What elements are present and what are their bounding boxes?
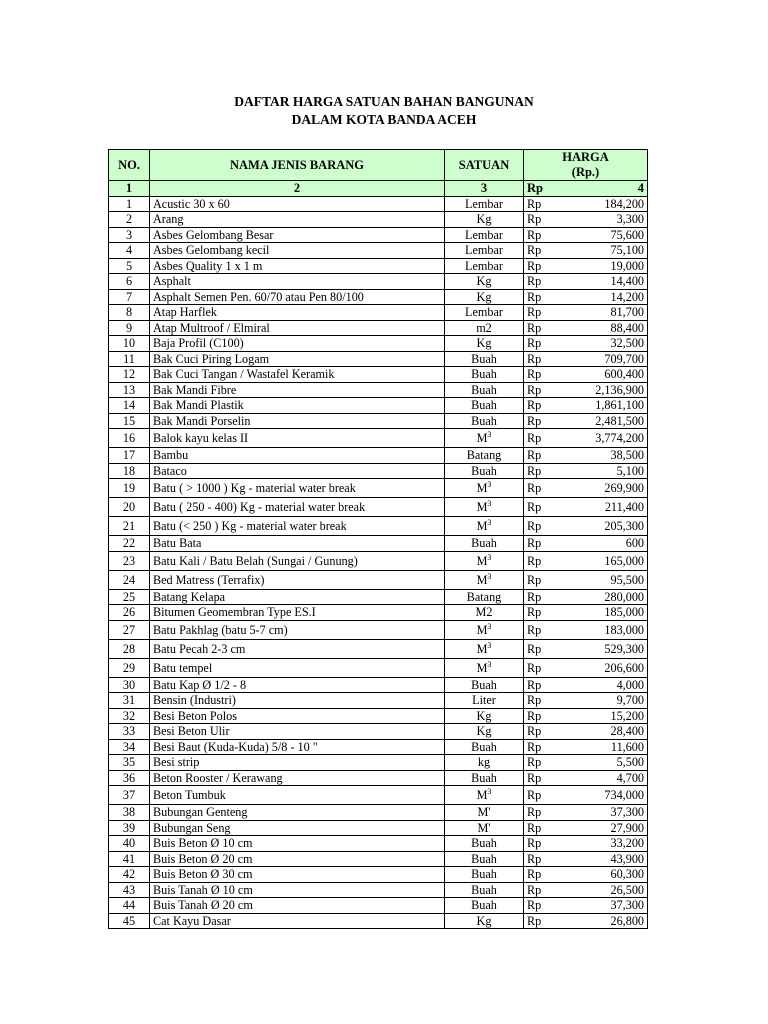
currency-label: Rp [524,320,554,336]
item-unit: Lembar [445,227,524,243]
item-unit: $M^3$ [445,479,524,498]
header-harga-line2: (Rp.) [571,165,600,179]
table-row [109,898,648,914]
table-row [109,258,648,274]
item-name: Bataco [150,463,445,479]
item-name: Buis Beton Ø 20 cm [150,851,445,867]
currency-label: Rp [524,693,554,709]
unit-exponent: 3 [487,517,492,527]
item-price: 2,136,900 [554,382,648,398]
table-row [109,677,648,693]
row-number: 24 [109,570,150,589]
item-price: 28,400 [554,724,648,740]
item-name: Asbes Gelombang Besar [150,227,445,243]
item-name: Besi Beton Polos [150,708,445,724]
header-harga [524,150,648,181]
table-row [109,708,648,724]
currency-label: Rp [524,367,554,383]
item-price: 734,000 [554,786,648,805]
row-number: 5 [109,258,150,274]
currency-label: Rp [524,336,554,352]
row-number: 6 [109,274,150,290]
column-number-1: 1 [109,181,150,197]
row-number: 30 [109,677,150,693]
item-price: 11,600 [554,739,648,755]
currency-label: Rp [524,498,554,517]
item-price: 2,481,500 [554,413,648,429]
header-row [109,150,648,181]
row-number: 8 [109,305,150,321]
unit-exponent: 3 [487,621,492,631]
item-name: Asbes Quality 1 x 1 m [150,258,445,274]
item-price: 5,100 [554,463,648,479]
item-unit: Kg [445,289,524,305]
unit-exponent: 3 [487,429,492,439]
item-name: Batu ( 250 - 400) Kg - material water break [150,498,445,517]
row-number: 20 [109,498,150,517]
row-number: 7 [109,289,150,305]
item-price: 14,400 [554,274,648,290]
row-number: 42 [109,867,150,883]
item-name: Arang [150,212,445,228]
item-name: Bitumen Geomembran Type ES.I [150,605,445,621]
item-name: Besi strip [150,755,445,771]
row-number: 18 [109,463,150,479]
item-price: 60,300 [554,867,648,883]
item-name: Atap Harflek [150,305,445,321]
table-row [109,320,648,336]
item-name: Buis Tanah Ø 20 cm [150,898,445,914]
item-price: 600 [554,536,648,552]
item-unit: Buah [445,398,524,414]
table-row [109,786,648,805]
row-number: 44 [109,898,150,914]
unit-exponent: 3 [487,571,492,581]
table-row [109,448,648,464]
item-name: Bubungan Genteng [150,805,445,821]
table-row [109,724,648,740]
item-name: Batang Kelapa [150,589,445,605]
item-price: 269,900 [554,479,648,498]
item-price: 183,000 [554,620,648,639]
column-number-row [109,181,648,197]
table-row [109,639,648,658]
table-row [109,367,648,383]
row-number: 29 [109,658,150,677]
currency-label: Rp [524,867,554,883]
row-number: 16 [109,429,150,448]
item-unit: Buah [445,463,524,479]
item-name: Cat Kayu Dasar [150,913,445,929]
table-row [109,913,648,929]
item-price: 33,200 [554,836,648,852]
table-row [109,605,648,621]
currency-label: Rp [524,724,554,740]
item-price: 19,000 [554,258,648,274]
item-price: 26,500 [554,882,648,898]
item-unit: Kg [445,274,524,290]
item-unit: Batang [445,448,524,464]
document-subtitle: DALAM KOTA BANDA ACEH [291,112,477,127]
unit-exponent: 3 [487,479,492,489]
column-number-2: 2 [150,181,445,197]
table-row [109,770,648,786]
row-number: 2 [109,212,150,228]
currency-label: Rp [524,536,554,552]
currency-label: Rp [524,463,554,479]
table-row [109,351,648,367]
item-name: Buis Beton Ø 30 cm [150,867,445,883]
item-unit: $M^3$ [445,639,524,658]
price-table [108,149,648,929]
item-name: Asphalt Semen Pen. 60/70 atau Pen 80/100 [150,289,445,305]
item-unit: $M^3$ [445,429,524,448]
item-name: Batu Pakhlag (batu 5-7 cm) [150,620,445,639]
item-unit: Buah [445,351,524,367]
item-unit: $M^3$ [445,498,524,517]
item-unit: Kg [445,913,524,929]
table-row [109,227,648,243]
currency-label: Rp [524,243,554,259]
table-row [109,305,648,321]
item-unit: kg [445,755,524,771]
table-row [109,820,648,836]
item-name: Batu Kap Ø 1/2 - 8 [150,677,445,693]
table-row [109,693,648,709]
table-row [109,429,648,448]
table-row [109,382,648,398]
item-price: 5,500 [554,755,648,771]
row-number: 9 [109,320,150,336]
item-name: Bak Mandi Plastik [150,398,445,414]
table-row [109,851,648,867]
item-name: Balok kayu kelas II [150,429,445,448]
row-number: 41 [109,851,150,867]
item-name: Atap Multroof / Elmiral [150,320,445,336]
row-number: 26 [109,605,150,621]
item-name: Bak Mandi Porselin [150,413,445,429]
currency-label: Rp [524,570,554,589]
currency-label: Rp [524,786,554,805]
currency-label: Rp [524,351,554,367]
item-unit: $M^3$ [445,620,524,639]
item-price: 3,774,200 [554,429,648,448]
row-number: 11 [109,351,150,367]
item-unit: $M^3$ [445,570,524,589]
item-unit: $M^3$ [445,658,524,677]
row-number: 4 [109,243,150,259]
table-row [109,551,648,570]
document-title: DAFTAR HARGA SATUAN BAHAN BANGUNAN [234,94,534,109]
item-name: Bak Cuci Piring Logam [150,351,445,367]
table-row [109,536,648,552]
currency-label: Rp [524,770,554,786]
item-name: Batu ( > 1000 ) Kg - material water break [150,479,445,498]
item-price: 75,100 [554,243,648,259]
table-row [109,882,648,898]
item-name: Batu tempel [150,658,445,677]
currency-label: Rp [524,227,554,243]
item-unit: Lembar [445,243,524,259]
currency-label: Rp [524,851,554,867]
currency-label: Rp [524,836,554,852]
currency-label: Rp [524,448,554,464]
table-row [109,212,648,228]
table-row [109,413,648,429]
item-price: 38,500 [554,448,648,464]
row-number: 27 [109,620,150,639]
item-unit: Buah [445,898,524,914]
row-number: 17 [109,448,150,464]
item-unit: Lembar [445,258,524,274]
currency-label: Rp [524,820,554,836]
item-price: 709,700 [554,351,648,367]
table-row [109,867,648,883]
item-unit: M' [445,820,524,836]
item-price: 4,700 [554,770,648,786]
row-number: 45 [109,913,150,929]
item-name: Acustic 30 x 60 [150,196,445,212]
currency-label: Rp [524,755,554,771]
header-satuan: SATUAN [445,150,524,181]
item-price: 600,400 [554,367,648,383]
item-price: 3,300 [554,212,648,228]
row-number: 33 [109,724,150,740]
item-unit: Kg [445,708,524,724]
item-unit: Buah [445,882,524,898]
currency-label: Rp [524,274,554,290]
item-price: 43,900 [554,851,648,867]
table-row [109,498,648,517]
item-price: 184,200 [554,196,648,212]
item-unit: Buah [445,770,524,786]
currency-label: Rp [524,913,554,929]
unit-exponent: 3 [487,640,492,650]
item-name: Bambu [150,448,445,464]
item-price: 9,700 [554,693,648,709]
item-unit: Buah [445,836,524,852]
currency-label: Rp [524,605,554,621]
table-row [109,336,648,352]
table-row [109,289,648,305]
item-price: 206,600 [554,658,648,677]
row-number: 21 [109,517,150,536]
row-number: 23 [109,551,150,570]
table-row [109,398,648,414]
currency-label: Rp [524,708,554,724]
row-number: 13 [109,382,150,398]
item-unit: M2 [445,605,524,621]
item-unit: Buah [445,677,524,693]
item-price: 37,300 [554,898,648,914]
currency-label: Rp [524,196,554,212]
table-row [109,570,648,589]
row-number: 1 [109,196,150,212]
row-number: 12 [109,367,150,383]
item-name: Batu Kali / Batu Belah (Sungai / Gunung) [150,551,445,570]
row-number: 34 [109,739,150,755]
currency-label: Rp [524,677,554,693]
unit-exponent: 3 [487,498,492,508]
row-number: 43 [109,882,150,898]
row-number: 35 [109,755,150,771]
item-unit: m2 [445,320,524,336]
currency-label: Rp [524,382,554,398]
table-row [109,755,648,771]
item-price: 32,500 [554,336,648,352]
item-price: 26,800 [554,913,648,929]
header-harga-line1: HARGA [562,150,609,164]
row-number: 36 [109,770,150,786]
row-number: 10 [109,336,150,352]
row-number: 19 [109,479,150,498]
item-price: 75,600 [554,227,648,243]
row-number: 31 [109,693,150,709]
table-body [109,196,648,929]
column-number-4: 4 [554,181,648,197]
unit-exponent: 3 [487,552,492,562]
currency-label: Rp [524,589,554,605]
item-unit: Batang [445,589,524,605]
item-name: Batu Bata [150,536,445,552]
table-row [109,274,648,290]
row-number: 22 [109,536,150,552]
item-unit: Kg [445,724,524,740]
item-price: 14,200 [554,289,648,305]
table-row [109,479,648,498]
unit-exponent: 3 [487,786,492,796]
row-number: 38 [109,805,150,821]
item-name: Asbes Gelombang kecil [150,243,445,259]
table-row [109,658,648,677]
table-row [109,243,648,259]
header-nama: NAMA JENIS BARANG [150,150,445,181]
currency-label: Rp [524,551,554,570]
item-price: 185,000 [554,605,648,621]
item-price: 280,000 [554,589,648,605]
column-number-3: 3 [445,181,524,197]
item-unit: Lembar [445,305,524,321]
row-number: 37 [109,786,150,805]
item-price: 37,300 [554,805,648,821]
item-price: 15,200 [554,708,648,724]
item-name: Besi Beton Ulir [150,724,445,740]
row-number: 32 [109,708,150,724]
item-price: 205,300 [554,517,648,536]
item-unit: $M^3$ [445,786,524,805]
item-unit: Buah [445,851,524,867]
item-unit: Buah [445,367,524,383]
item-price: 529,300 [554,639,648,658]
row-number: 40 [109,836,150,852]
item-price: 211,400 [554,498,648,517]
currency-label: Rp [524,429,554,448]
item-name: Beton Tumbuk [150,786,445,805]
item-unit: M' [445,805,524,821]
item-price: 81,700 [554,305,648,321]
row-number: 15 [109,413,150,429]
item-unit: Buah [445,739,524,755]
item-unit: Liter [445,693,524,709]
item-name: Buis Beton Ø 10 cm [150,836,445,852]
item-unit: Lembar [445,196,524,212]
unit-exponent: 3 [487,659,492,669]
row-number: 39 [109,820,150,836]
currency-label: Rp [524,620,554,639]
header-no: NO. [109,150,150,181]
currency-label: Rp [524,805,554,821]
item-name: Bak Cuci Tangan / Wastafel Keramik [150,367,445,383]
item-unit: $M^3$ [445,551,524,570]
table-row [109,517,648,536]
item-unit: $M^3$ [445,517,524,536]
item-name: Batu (< 250 ) Kg - material water break [150,517,445,536]
item-name: Baja Profil (C100) [150,336,445,352]
item-name: Buis Tanah Ø 10 cm [150,882,445,898]
item-unit: Buah [445,413,524,429]
currency-label: Rp [524,212,554,228]
item-unit: Buah [445,536,524,552]
row-number: 28 [109,639,150,658]
currency-label: Rp [524,517,554,536]
currency-label: Rp [524,739,554,755]
item-name: Besi Baut (Kuda-Kuda) 5/8 - 10 " [150,739,445,755]
table-row [109,463,648,479]
item-unit: Kg [445,212,524,228]
currency-label: Rp [524,398,554,414]
table-row [109,620,648,639]
currency-label: Rp [524,882,554,898]
column-rp: Rp [524,181,554,197]
table-row [109,739,648,755]
currency-label: Rp [524,289,554,305]
currency-label: Rp [524,305,554,321]
row-number: 14 [109,398,150,414]
item-price: 1,861,100 [554,398,648,414]
item-name: Bed Matress (Terrafix) [150,570,445,589]
table-row [109,589,648,605]
currency-label: Rp [524,898,554,914]
item-price: 95,500 [554,570,648,589]
item-name: Batu Pecah 2-3 cm [150,639,445,658]
currency-label: Rp [524,258,554,274]
item-price: 4,000 [554,677,648,693]
item-name: Asphalt [150,274,445,290]
item-price: 27,900 [554,820,648,836]
table-row [109,196,648,212]
item-price: 88,400 [554,320,648,336]
item-name: Beton Rooster / Kerawang [150,770,445,786]
currency-label: Rp [524,479,554,498]
currency-label: Rp [524,413,554,429]
table-row [109,805,648,821]
row-number: 25 [109,589,150,605]
item-unit: Buah [445,867,524,883]
table-row [109,836,648,852]
item-unit: Kg [445,336,524,352]
item-price: 165,000 [554,551,648,570]
currency-label: Rp [524,658,554,677]
item-unit: Buah [445,382,524,398]
row-number: 3 [109,227,150,243]
currency-label: Rp [524,639,554,658]
item-name: Bensin (Industri) [150,693,445,709]
item-name: Bak Mandi Fibre [150,382,445,398]
item-name: Bubungan Seng [150,820,445,836]
